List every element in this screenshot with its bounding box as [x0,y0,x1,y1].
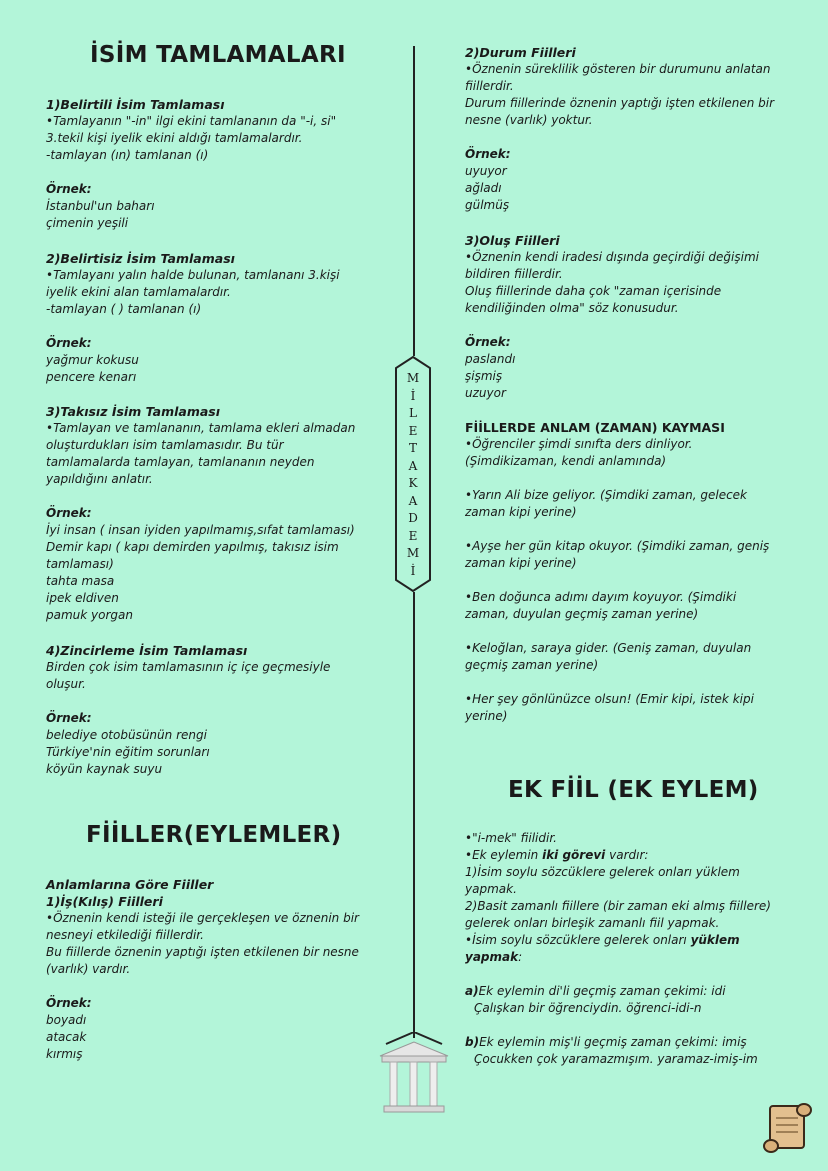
badge-letter: A [408,458,418,473]
ornek-label: Örnek: [465,147,511,161]
text-span: •Ek eylemin [465,848,543,862]
takisiz-section [46,403,386,624]
example-line: Demir kapı ( kapı demirden yapılmış, takısız isim [46,540,339,554]
ornek-label: Örnek: [46,506,92,520]
example-line: uyuyor [465,164,507,178]
body-line: (varlık) vardır. [46,962,131,976]
emphasis: yüklem [690,933,740,947]
body-line: •Ayşe her gün kitap okuyor. (Şimdiki zaman, geniş [465,539,770,553]
example-line: tamlaması) [46,557,114,571]
badge-letter: İ [410,563,416,578]
example-line: çimenin yeşili [46,216,129,230]
item-label: b) [465,1035,480,1049]
center-divider-top [413,46,415,356]
badge-letters [394,370,432,580]
text-span: vardır: [605,848,649,862]
text-span: Ek eylemin di'li geçmiş zaman çekimi: idi [478,984,726,998]
body-line: 1)İsim soylu sözcüklere gelerek onları yüklem [465,865,740,879]
zincirleme-heading: 4)Zincirleme İsim Tamlaması [46,643,248,658]
body-line: oluşur. [46,677,86,691]
body-line: Birden çok isim tamlamasının iç içe geçmesiyle [46,660,331,674]
ek-fiil-section [465,830,805,1068]
belirtisiz-heading: 2)Belirtisiz İsim Tamlaması [46,251,235,266]
badge-letter: E [408,423,418,438]
body-line: 3.tekil kişi iyelik ekini aldığı tamlamalardır. [46,131,303,145]
ornek-label: Örnek: [46,336,92,350]
body-line: •Öznenin süreklilik gösteren bir durumunu anlatan [465,62,771,76]
badge-letter: A [408,493,418,508]
badge-letter: T [408,441,417,455]
body-line: Durum fiillerinde öznenin yaptığı işten etkilenen bir [465,96,775,110]
belirtili-heading: 1)Belirtili İsim Tamlaması [46,97,225,112]
badge-letter: M [406,371,420,385]
body-line: iyelik ekini alan tamlamalardır. [46,285,231,299]
body-line: yapıldığını anlatır. [46,472,153,486]
emphasis: yapmak [465,950,519,964]
kayma-heading: FİİLLERDE ANLAM (ZAMAN) KAYMASI [465,420,725,435]
badge-letter: E [408,528,418,543]
belirtisiz-section [46,250,376,386]
belirtili-section [46,96,376,232]
body-line: bildiren fiillerdir. [465,267,563,281]
body-line: yerine) [465,709,508,723]
body-line: zaman kipi yerine) [465,505,577,519]
is-heading: 1)İş(Kılış) Fiilleri [46,894,163,909]
body-line: kendiliğinden olma" söz konusudur. [465,301,679,315]
body-line: •Öznenin kendi isteği ile gerçekleşen ve öznenin bir [46,911,359,925]
example-line: belediye otobüsünün rengi [46,728,207,742]
body-line [465,1034,805,1051]
body-line: -tamlayan (ın) tamlanan (ı) [46,148,209,162]
body-line: zaman, duyulan geçmiş zaman yerine) [465,607,699,621]
kayma-section [465,419,795,725]
body-line: tamlamalarda tamlayan, tamlananın neyden [46,455,315,469]
item-label: a) [465,984,479,998]
body-line: 2)Basit zamanlı fiillere (bir zaman eki almış fiillere) [465,899,771,913]
example-line: İstanbul'un baharı [46,199,155,213]
body-line: •Yarın Ali bize geliyor. (Şimdiki zaman, gelecek [465,488,748,502]
durum-section [465,44,795,214]
anlam-heading: Anlamlarına Göre Fiiller [46,877,214,892]
ornek-label: Örnek: [46,182,92,196]
text-span: Ek eylemin miş'li geçmiş zaman çekimi: imiş [479,1035,747,1049]
badge-letter: M [406,546,420,560]
scroll-icon [762,1100,814,1156]
example-line: Türkiye'nin eğitim sorunları [46,745,210,759]
body-line: •Her şey gönlünüzce olsun! (Emir kipi, istek kipi [465,692,754,706]
example-line: boyadı [46,1013,87,1027]
body-line: •Öznenin kendi iradesi dışında geçirdiği değişimi [465,250,759,264]
body-line [465,932,805,949]
ornek-label: Örnek: [465,335,511,349]
body-line: gelerek onları birleşik zamanlı fiil yapmak. [465,916,720,930]
ornek-label: Örnek: [46,711,92,725]
body-line: Oluş fiillerinde daha çok "zaman içerisinde [465,284,722,298]
badge-letter: İ [410,388,416,403]
body-line: geçmiş zaman yerine) [465,658,599,672]
body-line: •Keloğlan, saraya gider. (Geniş zaman, duyulan [465,641,752,655]
temple-icon [378,1032,450,1114]
badge-letter: D [408,511,418,525]
body-line: fiillerdir. [465,79,514,93]
body-line [465,949,805,966]
body-line [465,847,805,864]
olus-section [465,232,795,402]
body-line: (Şimdikizaman, kendi anlamında) [465,454,667,468]
body-line: oluşturdukları isim tamlamasıdır. Bu tür [46,438,284,452]
text-span: : [518,950,523,964]
emphasis: iki görevi [542,848,606,862]
example-line: uzuyor [465,386,506,400]
text-span: •İsim soylu sözcüklere gelerek onları [465,933,691,947]
body-line: nesne (varlık) yoktur. [465,113,593,127]
example-line: İyi insan ( insan iyiden yapılmamış,sıfat tamlaması) [46,523,355,537]
example-line: ağladı [465,181,502,195]
example-line: gülmüş [465,198,510,212]
body-line: •Ben doğunca adımı dayım koyuyor. (Şimdiki [465,590,737,604]
takisiz-heading: 3)Takısız İsim Tamlaması [46,404,220,419]
example-line: kırmış [46,1047,83,1061]
ornek-label: Örnek: [46,996,92,1010]
example-line: yağmur kokusu [46,353,139,367]
example-line: Çocukken çok yaramazmışım. yaramaz-imiş-im [474,1052,758,1066]
body-line [465,983,805,1000]
example-line: Çalışkan bir öğrenciydin. öğrenci-idi-n [474,1001,702,1015]
durum-heading: 2)Durum Fiilleri [465,45,576,60]
body-line: •"i-mek" fiilidir. [465,831,557,845]
example-line: pamuk yorgan [46,608,133,622]
badge-letter: L [409,406,417,420]
body-line: zaman kipi yerine) [465,556,577,570]
ek-fiil-title: EK FİİL (EK EYLEM) [508,777,759,803]
center-divider-bottom [413,592,415,1038]
isim-tamlamalari-title: İSİM TAMLAMALARI [90,42,346,68]
example-line: tahta masa [46,574,115,588]
body-line: •Tamlayanın "-in" ilgi ekini tamlananın da "-i, si" [46,114,337,128]
body-line: Bu fiillerde öznenin yaptığı işten etkilenen bir nesne [46,945,359,959]
body-line: nesneyi etkilediği fiillerdir. [46,928,204,942]
example-line: köyün kaynak suyu [46,762,163,776]
zincirleme-section [46,642,376,778]
body-line: -tamlayan ( ) tamlanan (ı) [46,302,202,316]
example-line: atacak [46,1030,87,1044]
olus-heading: 3)Oluş Fiilleri [465,233,560,248]
example-line: paslandı [465,352,516,366]
body-line: •Öğrenciler şimdi sınıfta ders dinliyor. [465,437,693,451]
body-line: •Tamlayanı yalın halde bulunan, tamlananı 3.kişi [46,268,340,282]
fiiller-title: FİİLLER(EYLEMLER) [86,822,342,848]
badge-letter: K [408,476,418,490]
example-line: pencere kenarı [46,370,137,384]
example-line: şişmiş [465,369,503,383]
body-line: yapmak. [465,882,517,896]
body-line: •Tamlayan ve tamlananın, tamlama ekleri almadan [46,421,356,435]
example-line: ipek eldiven [46,591,119,605]
is-fiilleri-section [46,876,376,1063]
